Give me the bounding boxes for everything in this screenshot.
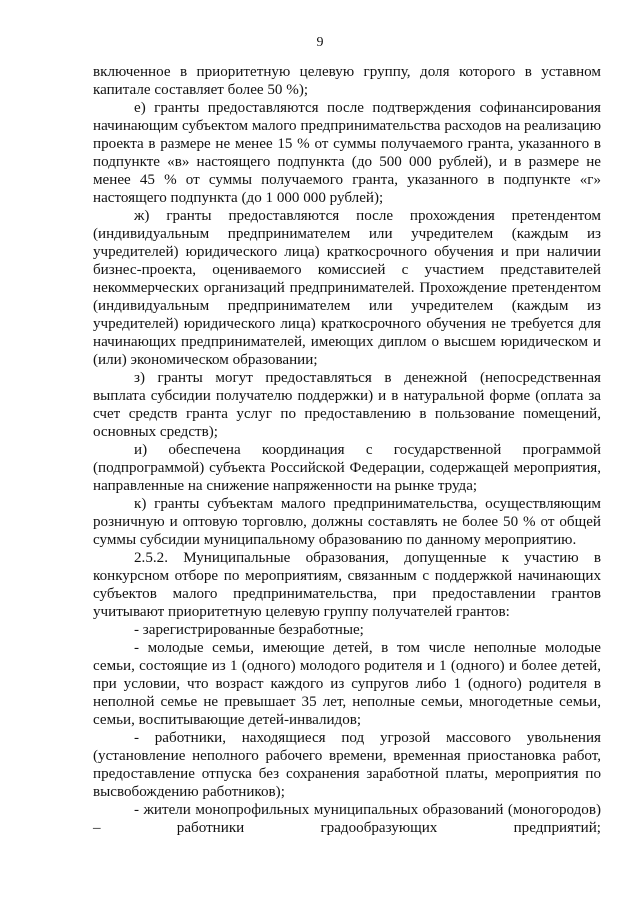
paragraph-item-i: и) обеспечена координация с государственной программой (подпрограммой) субъекта Российской Федерации, содержащей мероприятия, направленные на снижение напряженности на рынке труда; xyxy=(93,442,601,494)
paragraph-item-zh: ж) гранты предоставляются после прохождения претендентом (индивидуальным предпринимателем или учредителем (каждым из учредителей) юридического лица) краткосрочного обучения и при наличии бизнес-проекта, оцениваемого комиссией с участием представителей некоммерческих организаций предпринимателей. Прохождение претендентом (индивидуальным предпринимателем или учредителем (каждым из учредителей) юридического лица) краткосрочного обучения не требуется для начинающих предпринимателей, имеющих диплом о высшем юридическом и (или) экономическом образовании; xyxy=(93,208,601,368)
list-item-workers-layoff: - работники, находящиеся под угрозой массового увольнения (установление неполного рабочего времени, временная приостановка работ, предоставление отпуска без сохранения заработной платы, мероприятия по высвобождению работников); xyxy=(93,730,601,800)
paragraph-continuation: включенное в приоритетную целевую группу, доля которого в уставном капитале составляет более 50 %); xyxy=(93,64,601,98)
paragraph-item-k: к) гранты субъектам малого предпринимательства, осуществляющим розничную и оптовую торговлю, должны составлять не более 50 % от общей суммы субсидии муниципальному образованию по данному мероприятию. xyxy=(93,496,601,548)
list-item-monotown-residents: - жители монопрофильных муниципальных образований (моногородов) – работники градообразующих предприятий; xyxy=(93,802,601,836)
document-body xyxy=(93,63,601,837)
list-item-young-families: - молодые семьи, имеющие детей, в том числе неполные молодые семьи, состоящие из 1 (одного) молодого родителя и 1 (одного) и более детей, при условии, что возраст каждого из супругов либо 1 (одного) родителя в неполной семье не превышает 35 лет, неполные семьи, многодетные семьи, семьи, воспитывающие детей-инвалидов; xyxy=(93,640,601,728)
paragraph-item-z: з) гранты могут предоставляться в денежной (непосредственная выплата субсидии получателю поддержки) и в натуральной форме (оплата за счет средств гранта услуг по предоставлению в пользование помещений, основных средств); xyxy=(93,370,601,440)
page-number: 9 xyxy=(316,35,324,50)
paragraph-section-2-5-2: 2.5.2. Муниципальные образования, допущенные к участию в конкурсном отборе по мероприятиям, связанным с поддержкой начинающих субъектов малого предпринимательства, при предоставлении грантов учитывают приоритетную целевую группу получателей грантов: xyxy=(93,550,601,620)
paragraph-item-e: е) гранты предоставляются после подтверждения софинансирования начинающим субъектом малого предпринимательства расходов на реализацию проекта в размере не менее 15 % от суммы получаемого гранта, указанного в подпункте «в» настоящего подпункта (до 500 000 рублей), и в размере не менее 45 % от суммы получаемого гранта, указанного в подпункте «г» настоящего подпункта (до 1 000 000 рублей); xyxy=(93,100,601,206)
list-item-unemployed: - зарегистрированные безработные; xyxy=(134,622,364,638)
